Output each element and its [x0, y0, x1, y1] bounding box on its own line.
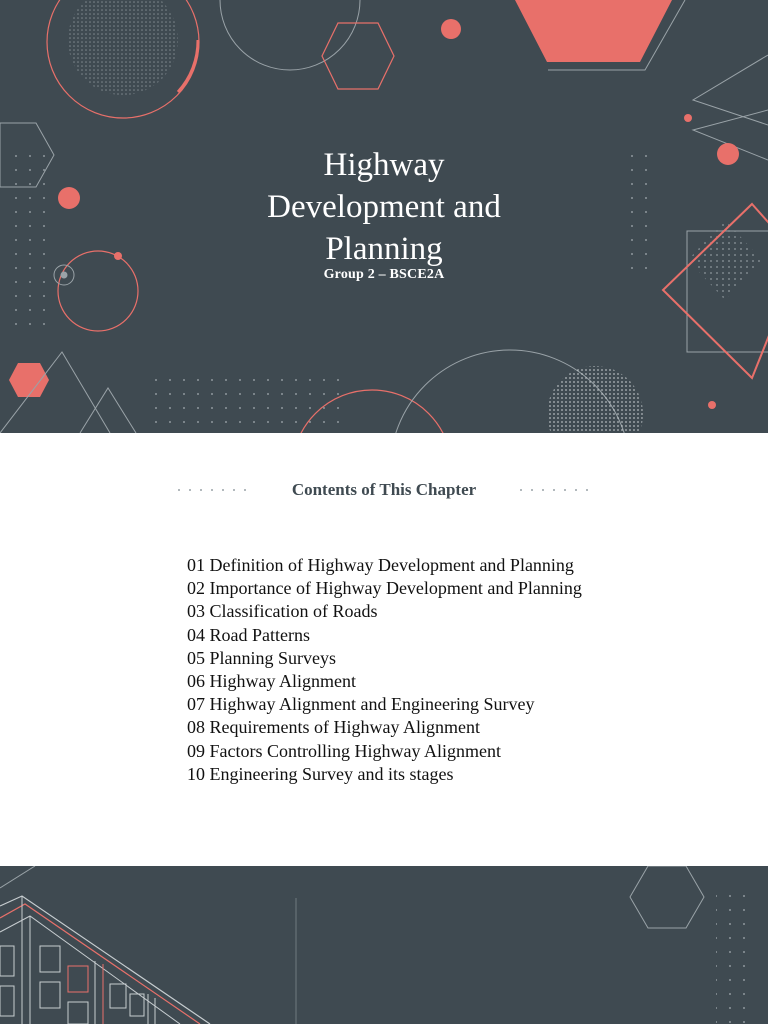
contents-item: 01 Definition of Highway Development and Planning	[187, 555, 574, 575]
contents-item: 03 Classification of Roads	[187, 601, 378, 622]
contents-item: 09 Factors Controlling Highway Alignment	[187, 740, 501, 761]
heading-dots-right	[518, 486, 590, 494]
contents-item: 07 Highway Alignment and Engineering Survey	[187, 694, 535, 715]
contents-item: 05 Planning Surveys	[187, 647, 337, 668]
contents-item: 02 Importance of Highway Development and Planning	[187, 578, 582, 599]
footer-banner	[0, 866, 768, 1024]
cover-subtitle: Group 2 – BSCE2A	[323, 267, 445, 282]
contents-item: 04 Road Patterns	[187, 624, 310, 645]
contents-list	[187, 554, 582, 786]
cover-banner	[0, 0, 768, 433]
cover-title-line-2: Development and	[267, 189, 501, 225]
cover-title-line-1: Highway	[323, 147, 445, 183]
contents-heading: Contents of This Chapter	[291, 480, 477, 499]
contents-page	[0, 433, 768, 866]
building-illustration	[0, 866, 768, 1024]
contents-item: 10 Engineering Survey and its stages	[187, 763, 454, 784]
contents-item: 06 Highway Alignment	[187, 671, 356, 692]
contents-item: 08 Requirements of Highway Alignment	[187, 717, 480, 738]
cover-title-block	[0, 144, 768, 283]
cover-title-line-3: Planning	[325, 231, 443, 267]
